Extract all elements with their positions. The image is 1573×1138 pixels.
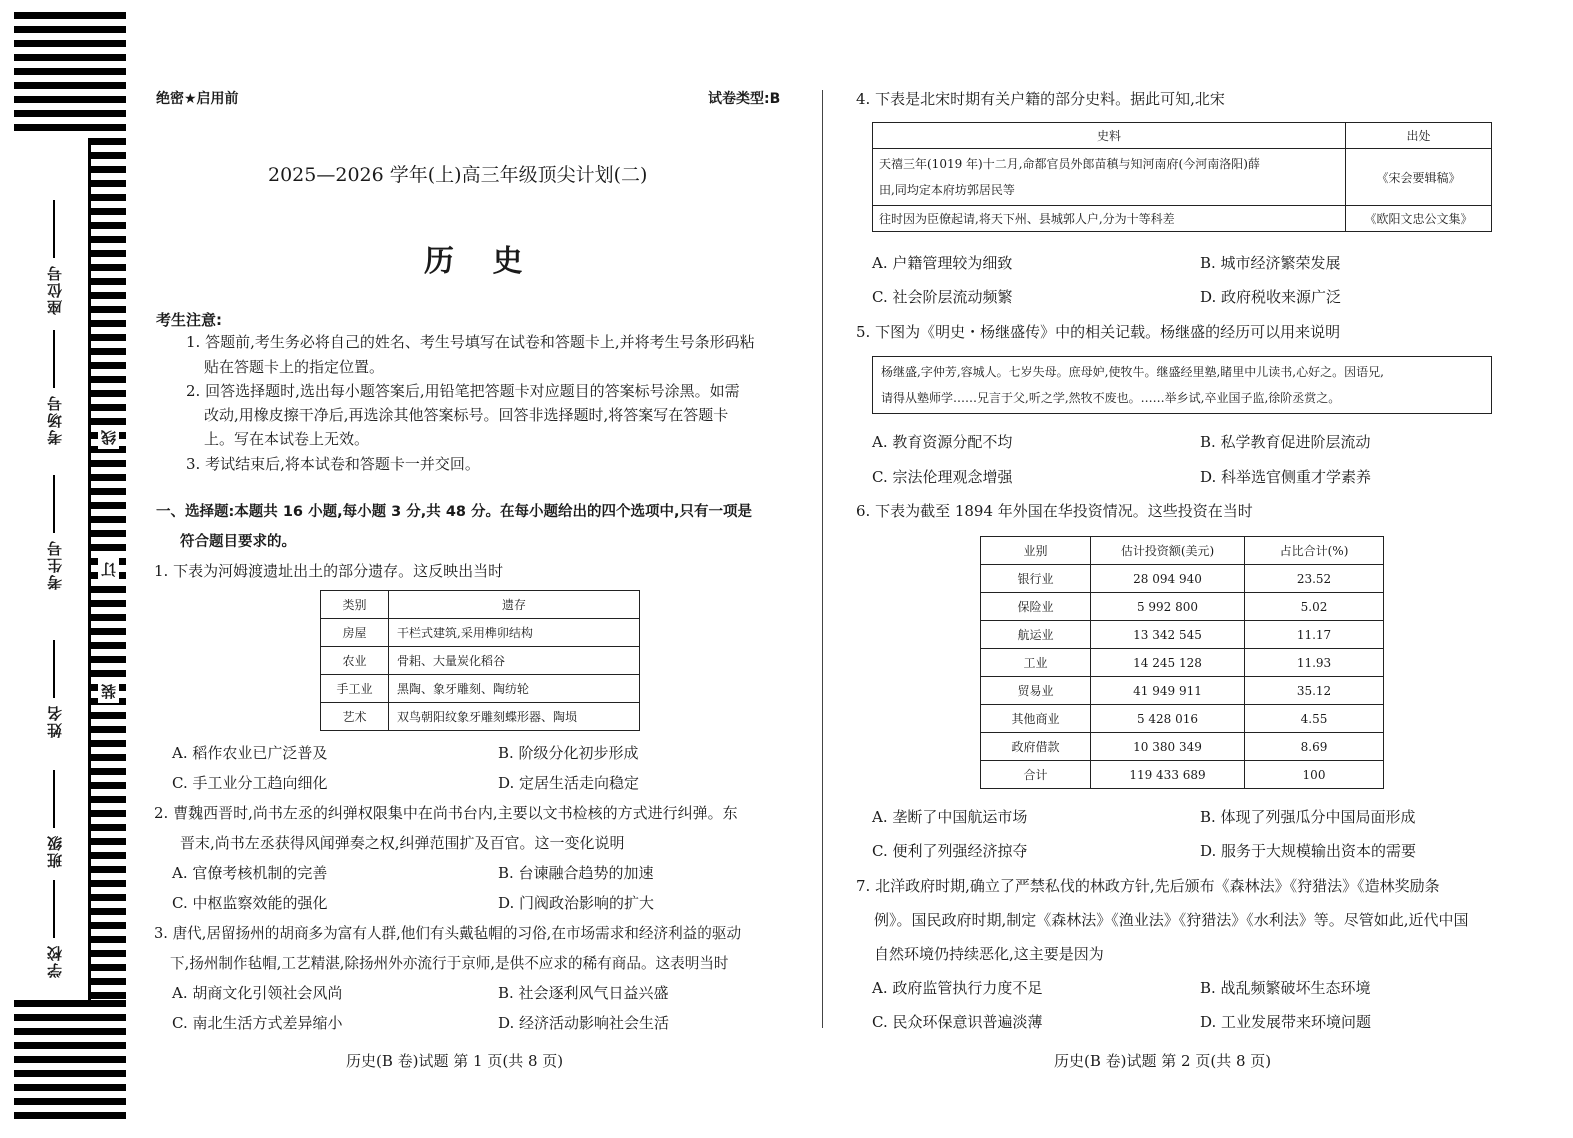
q3-option-b: B. 社会逐利风气日益兴盛 [498, 984, 669, 1002]
table-header: 类别 [321, 591, 389, 619]
note-line: 上。写在本试卷上无效。 [204, 430, 370, 448]
student-id-label: 考生号 [44, 475, 65, 590]
table-cell: 《宋会要辑稿》 [1346, 149, 1492, 206]
q6-option-b: B. 体现了列强瓜分中国局面形成 [1200, 808, 1416, 826]
q6-option-d: D. 服务于大规模输出资本的需要 [1200, 842, 1417, 860]
note-line: 3. 考试结束后,将本试卷和答题卡一并交回。 [186, 455, 480, 473]
section-heading: 一、选择题:本题共 16 小题,每小题 3 分,共 48 分。在每小题给出的四个选项中,只有一项是 [156, 504, 753, 520]
q2-stem-cont: 晋末,尚书左丞获得风闻弹奏之权,纠弹范围扩及百官。这一变化说明 [180, 834, 625, 852]
page-title: 历 史 [424, 244, 537, 279]
binding-stripes-bottom [14, 1000, 126, 1124]
table-row [981, 705, 1384, 733]
table-cell: 5.02 [1245, 593, 1384, 621]
q7-stem: 7. 北洋政府时期,确立了严禁私伐的林政方针,先后颁布《森林法》《狩猎法》《造林奖励条 [856, 877, 1440, 895]
q3-stem: 3. 唐代,居留扬州的胡商多为富有人群,他们有头戴毡帽的习俗,在市场需求和经济利益的驱动 [154, 925, 742, 942]
table-cell: 5 992 800 [1091, 593, 1245, 621]
table-cell: 航运业 [981, 621, 1091, 649]
table-cell: 手工业 [321, 675, 389, 703]
q2-option-a: A. 官僚考核机制的完善 [172, 864, 328, 882]
table-header: 史料 [873, 123, 1346, 149]
cut-mark-bind: 订 [98, 558, 119, 581]
q5-excerpt-line2: 请得从塾师学……兄言于父,听之学,然牧不废也。……举乡试,卒业国子监,徐阶丞赏之。 [881, 391, 1341, 405]
note-line: 贴在答题卡上的指定位置。 [204, 358, 385, 376]
footer-left: 历史(B 卷)试题 第 1 页(共 8 页) [346, 1052, 564, 1070]
table-cell: 其他商业 [981, 705, 1091, 733]
q6-option-c: C. 便利了列强经济掠夺 [872, 842, 1028, 860]
table-row [981, 649, 1384, 677]
q1-table [320, 590, 640, 731]
note-line: 改动,用橡皮擦干净后,再选涂其他答案标号。回答非选择题时,将答案写在答题卡 [204, 406, 729, 424]
table-cell: 保险业 [981, 593, 1091, 621]
q1-stem: 1. 下表为河姆渡遗址出土的部分遗存。这反映出当时 [154, 562, 504, 580]
section-heading-cont: 符合题目要求的。 [180, 534, 296, 550]
exam-subtitle: 2025—2026 学年(上)高三年级顶尖计划(二) [268, 164, 648, 186]
table-cell: 13 342 545 [1091, 621, 1245, 649]
q7-stem-cont: 例》。国民政府时期,制定《森林法》《渔业法》《狩猎法》《水利法》等。尽管如此,近代中国 [874, 911, 1469, 929]
school-label: 学校 [44, 880, 65, 978]
table-cell: 银行业 [981, 565, 1091, 593]
table-header: 遗存 [389, 591, 640, 619]
table-cell: 8.69 [1245, 733, 1384, 761]
table-cell: 骨耜、大量炭化稻谷 [389, 647, 640, 675]
q3-stem-cont: 下,扬州制作毡帽,工艺精湛,除扬州外亦流行于京师,是供不应求的稀有商品。这表明当时 [170, 955, 729, 972]
binding-stripes-top [14, 12, 126, 138]
footer-right: 历史(B 卷)试题 第 2 页(共 8 页) [1054, 1052, 1272, 1070]
q1-option-c: C. 手工业分工趋向细化 [172, 774, 328, 792]
q7-option-a: A. 政府监管执行力度不足 [872, 979, 1043, 997]
q3-option-c: C. 南北生活方式差异缩小 [172, 1014, 343, 1032]
q4-option-c: C. 社会阶层流动频繁 [872, 288, 1013, 306]
table-cell: 农业 [321, 647, 389, 675]
q4-option-d: D. 政府税收来源广泛 [1200, 288, 1342, 306]
table-cell: 41 949 911 [1091, 677, 1245, 705]
table-cell: 工业 [981, 649, 1091, 677]
q4-row1-line2: 田,同均定本府坊郭居民等 [879, 183, 1015, 197]
note-line: 1. 答题前,考生务必将自己的姓名、考生号填写在试卷和答题卡上,并将考生号条形码粘 [186, 333, 755, 351]
q5-option-c: C. 宗法伦理观念增强 [872, 468, 1013, 486]
q7-option-d: D. 工业发展带来环境问题 [1200, 1013, 1372, 1031]
table-header: 占比合计(%) [1245, 537, 1384, 565]
table-cell: 23.52 [1245, 565, 1384, 593]
q2-stem: 2. 曹魏西晋时,尚书左丞的纠弹权限集中在尚书台内,主要以文书检核的方式进行纠弹。东 [154, 804, 738, 822]
q2-option-c: C. 中枢监察效能的强化 [172, 894, 328, 912]
q6-table [980, 536, 1384, 789]
table-row [981, 761, 1384, 789]
seat-number-label: 座位号 [44, 200, 65, 315]
page-divider [822, 90, 823, 1028]
table-row [981, 677, 1384, 705]
q7-stem-cont2: 自然环境仍持续恶化,这主要是因为 [874, 945, 1104, 963]
class-label: 班级 [44, 770, 65, 868]
table-cell: 房屋 [321, 619, 389, 647]
q4-table [872, 122, 1492, 232]
table-row [981, 565, 1384, 593]
table-header: 出处 [1346, 123, 1492, 149]
table-cell: 11.17 [1245, 621, 1384, 649]
notes-heading: 考生注意: [156, 311, 222, 329]
table-header: 业别 [981, 537, 1091, 565]
q2-option-b: B. 台谏融合趋势的加速 [498, 864, 654, 882]
secret-mark: 绝密★启用前 [156, 91, 239, 107]
table-header: 估计投资额(美元) [1091, 537, 1245, 565]
q5-option-a: A. 教育资源分配不均 [872, 433, 1013, 451]
q5-option-b: B. 私学教育促进阶层流动 [1200, 433, 1371, 451]
paper-type: 试卷类型:B [708, 91, 781, 107]
q6-stem: 6. 下表为截至 1894 年外国在华投资情况。这些投资在当时 [856, 502, 1253, 520]
q1-option-d: D. 定居生活走向稳定 [498, 774, 640, 792]
table-cell: 贸易业 [981, 677, 1091, 705]
cut-mark-stitch: 装 [98, 680, 119, 703]
q4-stem: 4. 下表是北宋时期有关户籍的部分史料。据此可知,北宋 [856, 90, 1225, 108]
table-cell [873, 149, 1346, 206]
table-row [981, 733, 1384, 761]
table-cell: 政府借款 [981, 733, 1091, 761]
q6-option-a: A. 垄断了中国航运市场 [872, 808, 1028, 826]
q7-option-b: B. 战乱频繁破坏生态环境 [1200, 979, 1371, 997]
q1-option-b: B. 阶级分化初步形成 [498, 744, 639, 762]
table-cell: 28 094 940 [1091, 565, 1245, 593]
note-line: 2. 回答选择题时,选出每小题答案后,用铅笔把答题卡对应题目的答案标号涂黑。如需 [186, 382, 740, 400]
name-label: 姓名 [44, 640, 65, 738]
table-cell: 黑陶、象牙雕刻、陶纺轮 [389, 675, 640, 703]
table-cell: 119 433 689 [1091, 761, 1245, 789]
q4-option-b: B. 城市经济繁荣发展 [1200, 254, 1341, 272]
table-cell: 11.93 [1245, 649, 1384, 677]
table-cell: 10 380 349 [1091, 733, 1245, 761]
table-cell: 35.12 [1245, 677, 1384, 705]
table-cell: 合计 [981, 761, 1091, 789]
q5-excerpt-line1: 杨继盛,字仲芳,容城人。七岁失母。庶母妒,使牧牛。继盛经里塾,睹里中儿读书,心好之。因语兄, [881, 365, 1384, 379]
q5-stem: 5. 下图为《明史・杨继盛传》中的相关记载。杨继盛的经历可以用来说明 [856, 323, 1341, 341]
table-row [981, 621, 1384, 649]
exam-room-label: 考场号 [44, 330, 65, 445]
table-cell: 艺术 [321, 703, 389, 731]
q7-option-c: C. 民众环保意识普遍淡薄 [872, 1013, 1043, 1031]
table-cell: 《欧阳文忠公文集》 [1346, 206, 1492, 232]
q3-option-a: A. 胡商文化引领社会风尚 [172, 984, 343, 1002]
table-cell: 100 [1245, 761, 1384, 789]
table-cell: 干栏式建筑,采用榫卯结构 [389, 619, 640, 647]
q2-option-d: D. 门阀政治影响的扩大 [498, 894, 655, 912]
q4-row1-line1: 天禧三年(1019 年)十二月,命都官员外郎苗稹与知河南府(今河南洛阳)薛 [879, 157, 1260, 171]
q5-excerpt-box [872, 356, 1492, 414]
table-cell: 往时因为臣僚起请,将天下州、县城郭人户,分为十等科差 [873, 206, 1346, 232]
q3-option-d: D. 经济活动影响社会生活 [498, 1014, 670, 1032]
table-cell: 5 428 016 [1091, 705, 1245, 733]
cut-mark-line: 线 [98, 426, 119, 449]
table-cell: 14 245 128 [1091, 649, 1245, 677]
table-cell: 4.55 [1245, 705, 1384, 733]
table-row [981, 593, 1384, 621]
q4-option-a: A. 户籍管理较为细致 [872, 254, 1013, 272]
q1-option-a: A. 稻作农业已广泛普及 [172, 744, 328, 762]
table-cell: 双鸟朝阳纹象牙雕刻蝶形器、陶埙 [389, 703, 640, 731]
q5-option-d: D. 科举选官侧重才学素养 [1200, 468, 1372, 486]
